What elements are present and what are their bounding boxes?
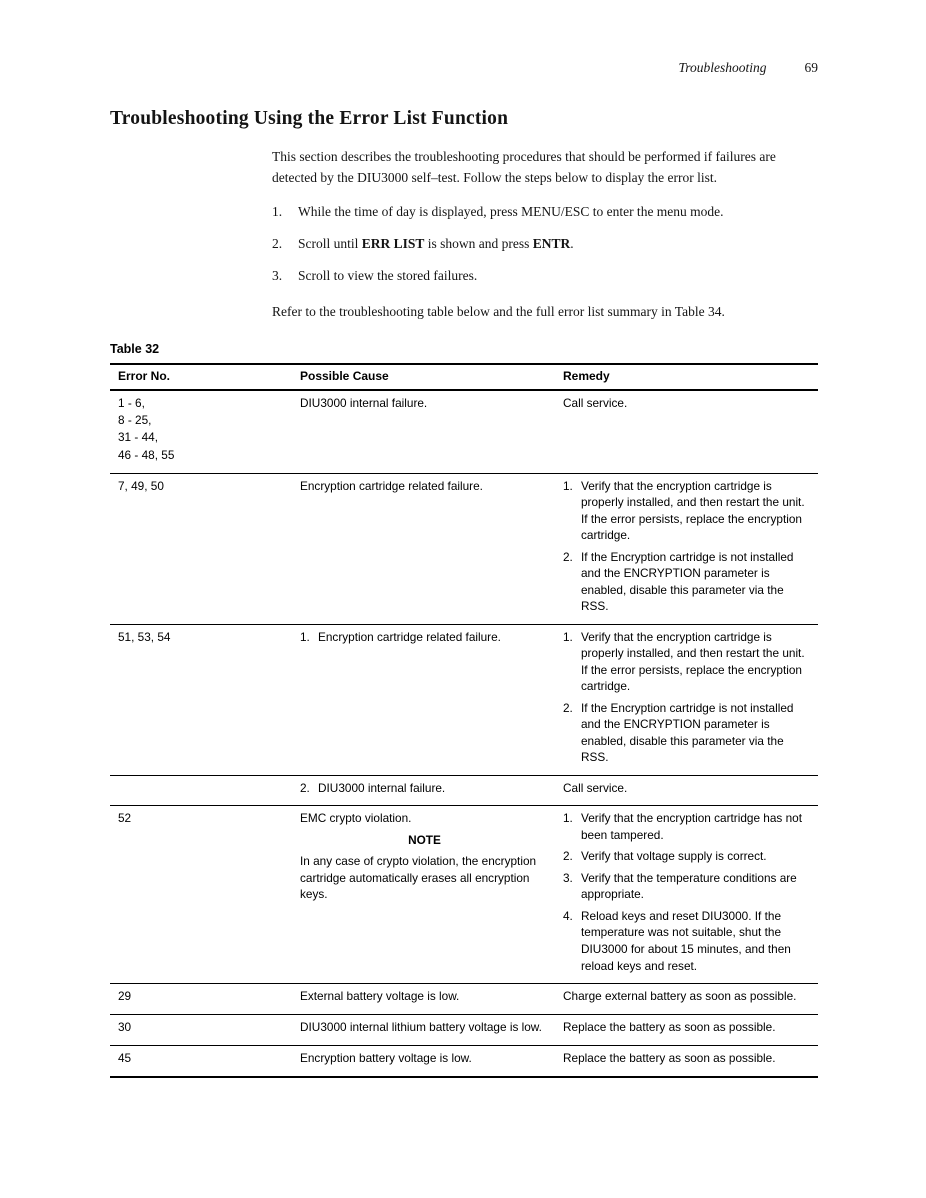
numbered-item	[563, 478, 812, 544]
table-row	[110, 473, 818, 624]
table-header-row	[110, 365, 818, 391]
item-number: 2.	[563, 849, 573, 864]
cell-text: Call service.	[563, 780, 628, 795]
step-text	[298, 235, 574, 254]
cell-possible-cause	[292, 806, 555, 983]
item-number: 4.	[563, 908, 573, 923]
numbered-item	[563, 908, 812, 974]
cell-text: Encryption battery voltage is low.	[300, 1051, 472, 1066]
numbered-item	[300, 629, 549, 646]
step-item	[272, 235, 818, 254]
cell-error-no	[110, 1046, 292, 1076]
item-number: 1.	[300, 629, 310, 644]
cell-possible-cause	[292, 474, 555, 624]
step-text-segment: Scroll until	[298, 235, 362, 251]
step-number: 2.	[272, 235, 283, 251]
step-text	[298, 267, 477, 286]
step-number: 1.	[272, 203, 283, 219]
column-header-remedy: Remedy	[563, 369, 610, 384]
item-text: Verify that the encryption cartridge is properly installed, and then restart the unit. If the error persists, replace the encryption cartridge.	[581, 478, 805, 543]
cell-possible-cause	[292, 776, 555, 806]
error-number-line: 51, 53, 54	[118, 629, 171, 644]
table-row	[110, 805, 818, 983]
intro-paragraph: This section describes the troubleshooting procedures that should be performed if failures are detected by the DIU3000 self–test. Follow the steps below to display the error list.	[272, 149, 776, 185]
table-caption: Table 32	[110, 342, 160, 357]
cell-text: In any case of crypto violation, the encryption cartridge automatically erases all encryption keys.	[300, 854, 537, 902]
item-text: If the Encryption cartridge is not installed and the ENCRYPTION parameter is enabled, disable this parameter via the RSS.	[581, 700, 794, 765]
item-number: 2.	[563, 549, 573, 564]
cell-text: Charge external battery as soon as possible.	[563, 989, 797, 1004]
numbered-item	[563, 629, 812, 695]
cell-error-no	[110, 625, 292, 775]
item-text: Verify that the encryption cartridge is properly installed, and then restart the unit. If the error persists, replace the encryption cartridge.	[581, 629, 805, 694]
table-row	[110, 1014, 818, 1045]
item-text: DIU3000 internal failure.	[318, 780, 446, 795]
cell-text: Replace the battery as soon as possible.	[563, 1020, 776, 1035]
header-page-number: 69	[804, 60, 818, 75]
numbered-item	[563, 848, 812, 865]
numbered-item	[563, 700, 812, 766]
error-number-line: 31 - 44,	[118, 430, 159, 445]
error-number-line: 46 - 48, 55	[118, 447, 175, 462]
cell-possible-cause	[292, 984, 555, 1014]
cell-remedy	[555, 984, 818, 1014]
step-text-segment: .	[570, 235, 574, 251]
numbered-item	[563, 810, 812, 843]
item-number: 2.	[563, 700, 573, 715]
steps-list	[272, 203, 818, 286]
numbered-item	[300, 780, 549, 797]
table-body	[110, 391, 818, 1076]
cell-remedy	[555, 1046, 818, 1076]
cell-text: Encryption cartridge related failure.	[300, 478, 483, 493]
header-section-title: Troubleshooting	[678, 60, 767, 75]
error-number-line: 30	[118, 1020, 132, 1035]
column-header-possible-cause: Possible Cause	[300, 369, 389, 384]
item-number: 1.	[563, 478, 573, 493]
cell-text: Replace the battery as soon as possible.	[563, 1051, 776, 1066]
item-number: 2.	[300, 780, 310, 795]
cell-remedy	[555, 1015, 818, 1045]
cell-error-no	[110, 1015, 292, 1045]
cell-remedy	[555, 776, 818, 806]
item-text: If the Encryption cartridge is not installed and the ENCRYPTION parameter is enabled, disable this parameter via the RSS.	[581, 549, 794, 614]
page-title: Troubleshooting Using the Error List Function	[110, 108, 509, 129]
cell-remedy	[555, 474, 818, 624]
error-number-line: 52	[118, 811, 132, 826]
note-label: NOTE	[408, 832, 441, 847]
item-number: 3.	[563, 870, 573, 885]
cell-text: External battery voltage is low.	[300, 989, 460, 1004]
table-row	[110, 983, 818, 1014]
table-row	[110, 775, 818, 806]
step-text-segment: ENTR	[532, 235, 571, 251]
step-text-segment: is shown and press	[424, 235, 533, 251]
cell-error-no	[110, 984, 292, 1014]
item-text: Verify that voltage supply is correct.	[581, 849, 767, 864]
step-text-segment: While the time of day is displayed, press MENU/ESC to enter the menu mode.	[298, 203, 724, 219]
cell-possible-cause	[292, 1015, 555, 1045]
cell-error-no	[110, 776, 292, 806]
cell-remedy	[555, 391, 818, 472]
step-number: 3.	[272, 267, 283, 283]
step-item	[272, 203, 818, 222]
error-number-line: 45	[118, 1051, 132, 1066]
column-header-error-no: Error No.	[118, 369, 171, 384]
cell-error-no	[110, 474, 292, 624]
cell-remedy	[555, 806, 818, 983]
cell-error-no	[110, 806, 292, 983]
numbered-item	[563, 549, 812, 615]
item-text: Encryption cartridge related failure.	[318, 629, 501, 644]
error-number-line: 1 - 6,	[118, 396, 145, 411]
cell-text: DIU3000 internal lithium battery voltage is low.	[300, 1020, 542, 1035]
table-row	[110, 1045, 818, 1076]
step-item	[272, 267, 818, 286]
item-text: Verify that the temperature conditions are appropriate.	[581, 870, 797, 902]
running-header	[110, 60, 818, 76]
step-text-segment: Scroll to view the stored failures.	[298, 267, 478, 283]
numbered-item	[563, 870, 812, 903]
error-number-line: 7, 49, 50	[118, 478, 164, 493]
item-number: 1.	[563, 629, 573, 644]
cell-possible-cause	[292, 1046, 555, 1076]
error-number-line: 29	[118, 989, 132, 1004]
cell-text: Call service.	[563, 396, 628, 411]
item-number: 1.	[563, 811, 573, 826]
cell-text: DIU3000 internal failure.	[300, 396, 428, 411]
cell-text: EMC crypto violation.	[300, 811, 412, 826]
step-text-segment: ERR LIST	[361, 235, 425, 251]
cell-remedy	[555, 625, 818, 775]
error-number-line: 8 - 25,	[118, 413, 152, 428]
item-text: Reload keys and reset DIU3000. If the temperature was not suitable, shut the DIU3000 for about 15 minutes, and then reload keys and reset.	[581, 908, 791, 973]
table-row	[110, 391, 818, 472]
refer-paragraph: Refer to the troubleshooting table below and the full error list summary in Table 34.	[272, 303, 725, 319]
cell-error-no	[110, 391, 292, 472]
body-text-block	[272, 147, 818, 322]
troubleshooting-table	[110, 363, 818, 1078]
item-text: Verify that the encryption cartridge has not been tampered.	[581, 811, 802, 842]
cell-possible-cause	[292, 391, 555, 472]
step-text	[298, 203, 724, 222]
cell-possible-cause	[292, 625, 555, 775]
table-row	[110, 624, 818, 775]
